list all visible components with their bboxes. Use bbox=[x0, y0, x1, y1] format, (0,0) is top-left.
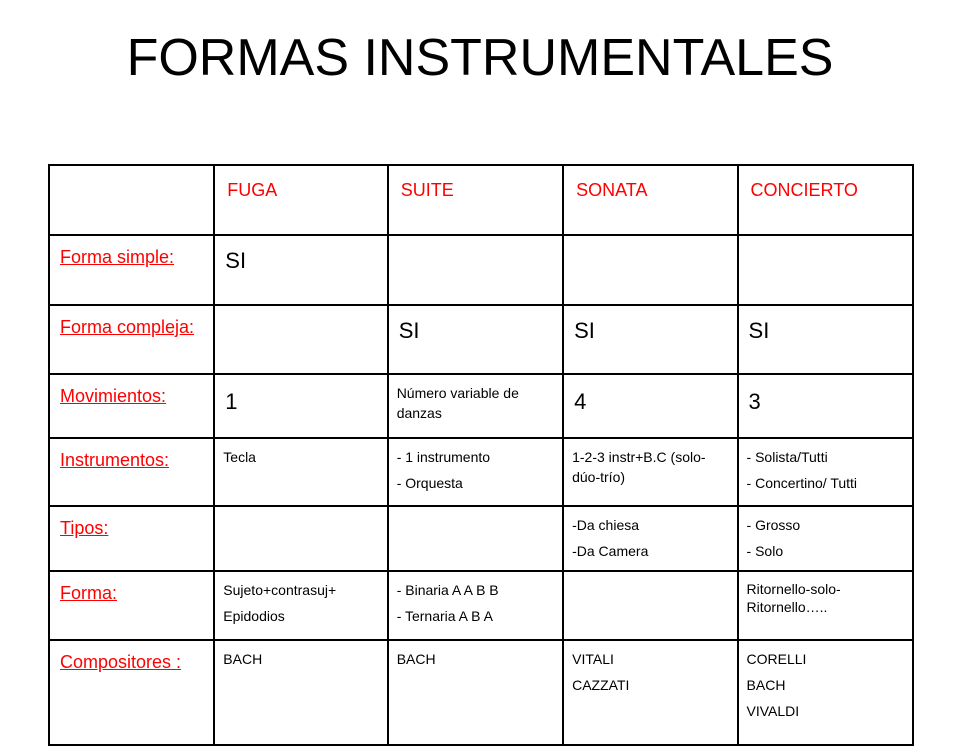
forms-table bbox=[48, 164, 914, 746]
cell-line: Ritornello-solo-Ritornello….. bbox=[746, 581, 841, 615]
cell: BACH bbox=[388, 640, 563, 745]
cell-line: - Binaria A A B B bbox=[396, 582, 499, 598]
cell-line: -Da Camera bbox=[572, 543, 649, 559]
cell-line: - 1 instrumento bbox=[396, 449, 491, 465]
cell bbox=[563, 640, 737, 745]
row-label: Forma compleja: bbox=[49, 305, 214, 374]
cell-line: Epidodios bbox=[223, 608, 285, 624]
cell: SI bbox=[388, 305, 563, 374]
cell bbox=[214, 571, 387, 640]
cell: BACH bbox=[214, 640, 387, 745]
row-forma bbox=[49, 571, 913, 640]
cell-line: - Solo bbox=[746, 543, 784, 559]
cell-line: - Grosso bbox=[746, 517, 801, 533]
cell-line: VITALI bbox=[572, 651, 614, 667]
row-label: Forma simple: bbox=[49, 235, 214, 305]
header-suite: SUITE bbox=[388, 165, 563, 235]
cell-line: -Da chiesa bbox=[572, 517, 640, 533]
cell: SI bbox=[738, 305, 913, 374]
cell-empty bbox=[388, 235, 563, 305]
row-label: Movimientos: bbox=[49, 374, 214, 438]
table-header-row bbox=[49, 165, 913, 235]
cell-empty bbox=[738, 235, 913, 305]
row-forma-compleja bbox=[49, 305, 913, 374]
cell: 1 bbox=[214, 374, 387, 438]
cell-empty bbox=[388, 506, 563, 571]
cell bbox=[563, 506, 737, 571]
cell-empty bbox=[563, 235, 737, 305]
page-title: FORMAS INSTRUMENTALES bbox=[126, 29, 834, 87]
row-forma-simple bbox=[49, 235, 913, 305]
cell-line: VIVALDI bbox=[746, 703, 800, 719]
row-movimientos bbox=[49, 374, 913, 438]
cell-line: Sujeto+contrasuj+ bbox=[223, 582, 337, 598]
cell-line: - Ternaria A B A bbox=[396, 608, 493, 624]
header-cell-empty bbox=[49, 165, 214, 235]
row-tipos bbox=[49, 506, 913, 571]
cell bbox=[738, 506, 913, 571]
row-label: Instrumentos: bbox=[49, 438, 214, 506]
row-compositores bbox=[49, 640, 913, 745]
cell-line: - Solista/Tutti bbox=[746, 449, 828, 465]
header-fuga: FUGA bbox=[214, 165, 387, 235]
cell-empty bbox=[214, 305, 387, 374]
cell-empty bbox=[563, 571, 737, 640]
cell-line: CORELLI bbox=[746, 651, 807, 667]
cell-line: - Concertino/ Tutti bbox=[746, 475, 858, 491]
cell bbox=[738, 571, 913, 640]
cell-line: - Orquesta bbox=[396, 475, 463, 491]
header-sonata: SONATA bbox=[563, 165, 737, 235]
cell bbox=[388, 571, 563, 640]
cell: 1-2-3 instr+B.C (solo-dúo-trío) bbox=[563, 438, 737, 506]
row-label: Compositores : bbox=[49, 640, 214, 745]
cell bbox=[388, 438, 563, 506]
cell: SI bbox=[214, 235, 387, 305]
cell: 4 bbox=[563, 374, 737, 438]
cell: Número variable de danzas bbox=[388, 374, 563, 438]
cell: SI bbox=[563, 305, 737, 374]
cell-line: CAZZATI bbox=[572, 677, 630, 693]
cell-line: BACH bbox=[746, 677, 786, 693]
row-label: Tipos: bbox=[49, 506, 214, 571]
row-instrumentos bbox=[49, 438, 913, 506]
cell-empty bbox=[214, 506, 387, 571]
cell bbox=[738, 640, 913, 745]
header-concierto: CONCIERTO bbox=[738, 165, 913, 235]
cell: Tecla bbox=[214, 438, 387, 506]
cell bbox=[738, 438, 913, 506]
cell: 3 bbox=[738, 374, 913, 438]
row-label: Forma: bbox=[49, 571, 214, 640]
